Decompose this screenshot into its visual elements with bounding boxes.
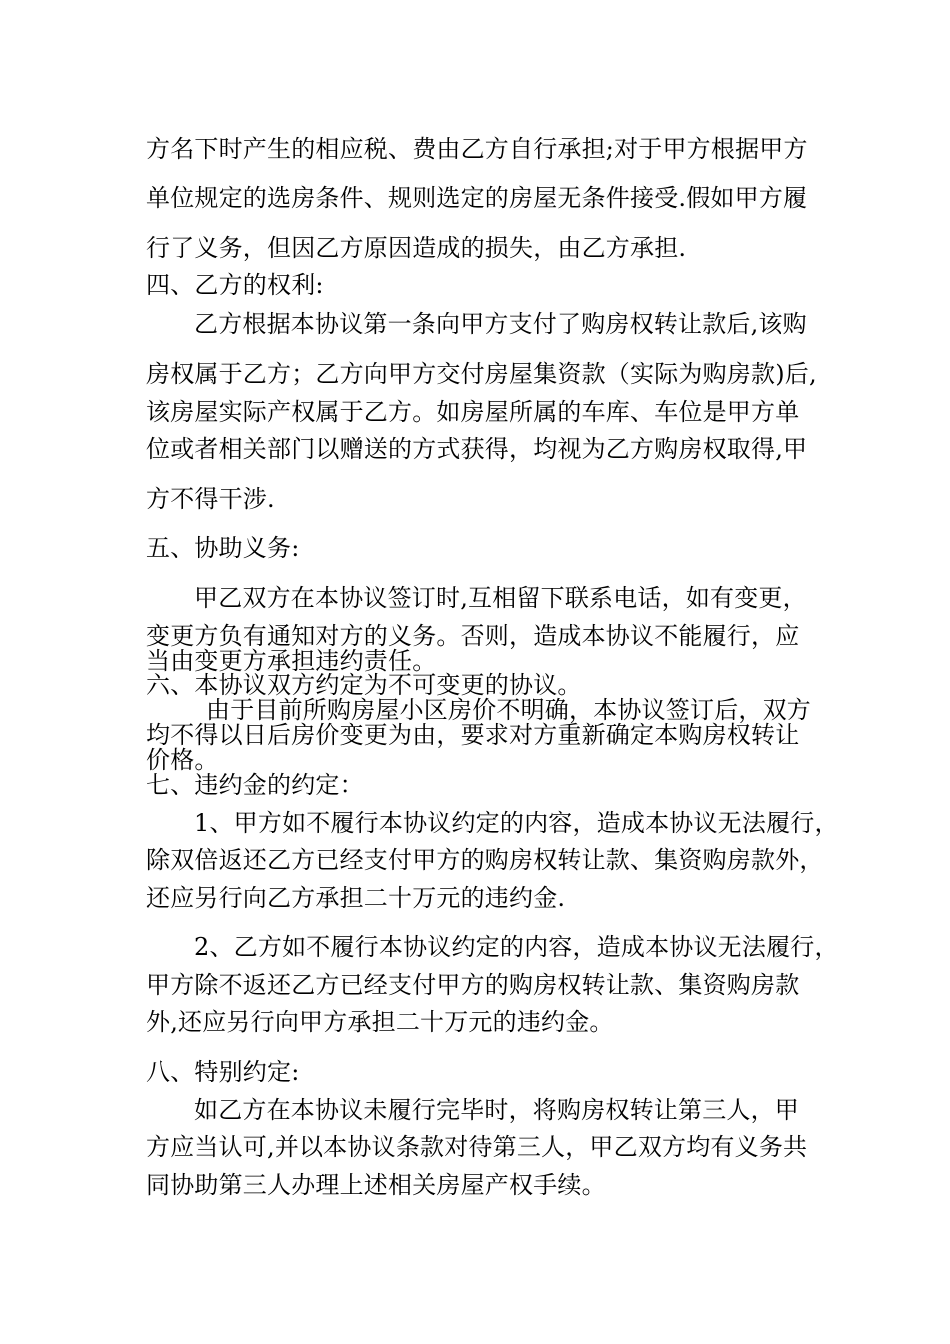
body-text-line: 方应当认可,并以本协议条款对待第三人，甲乙双方均有义务共	[146, 1133, 808, 1161]
body-text-line: 外,还应另行向甲方承担二十万元的违约金。	[146, 1008, 614, 1036]
body-text-line: 单位规定的选房条件、规则选定的房屋无条件接受.假如甲方履	[146, 184, 808, 212]
body-text-line: 同协助第三人办理上述相关房屋产权手续。	[146, 1171, 606, 1199]
paragraph-first-line: 1、甲方如不履行本协议约定的内容，造成本协议无法履行，	[194, 809, 839, 837]
body-text-line: 位或者相关部门以赠送的方式获得，均视为乙方购房权取得,甲	[146, 435, 808, 463]
body-text-line: 房权属于乙方；乙方向甲方交付房屋集资款（实际为购房款)后,	[146, 360, 817, 388]
section-heading: 七、违约金的约定：	[146, 771, 364, 799]
paragraph-first-line: 甲乙双方在本协议签订时,互相留下联系电话，如有变更，	[194, 584, 807, 612]
section-heading: 四、乙方的权利:	[146, 271, 324, 299]
section-heading: 八、特别约定:	[146, 1058, 300, 1086]
body-text-line: 还应另行向乙方承担二十万元的违约金.	[146, 884, 566, 912]
paragraph-first-line: 2、乙方如不履行本协议约定的内容，造成本协议无法履行，	[194, 933, 839, 961]
paragraph-first-line: 如乙方在本协议未履行完毕时，将购房权转让第三人，甲	[194, 1096, 799, 1124]
section-heading: 五、协助义务:	[146, 534, 300, 562]
body-text-line: 甲方除不返还乙方已经支付甲方的购房权转让款、集资购房款	[146, 971, 800, 999]
body-text-line: 当由变更方承担违约责任。	[146, 647, 437, 675]
body-text-line: 除双倍返还乙方已经支付甲方的购房权转让款、集资购房款外，	[146, 846, 824, 874]
body-text-line: 方不得干涉.	[146, 485, 275, 513]
section-heading: 六、本协议双方约定为不可变更的协议。	[146, 671, 582, 699]
paragraph-first-line: 由于目前所购房屋小区房价不明确，本协议签订后，双方	[206, 696, 811, 724]
body-text-line: 方名下时产生的相应税、费由乙方自行承担;对于甲方根据甲方	[146, 135, 808, 163]
body-text-line: 价格。	[146, 746, 219, 774]
body-text-line: 行了义务，但因乙方原因造成的损失，由乙方承担.	[146, 234, 687, 262]
paragraph-first-line: 乙方根据本协议第一条向甲方支付了购房权转让款后,该购	[194, 310, 807, 338]
body-text-line: 变更方负有通知对方的义务。否则，造成本协议不能履行，应	[146, 622, 800, 650]
body-text-line: 均不得以日后房价变更为由，要求对方重新确定本购房权转让	[146, 721, 800, 749]
body-text-line: 该房屋实际产权属于乙方。如房屋所属的车库、车位是甲方单	[146, 398, 800, 426]
